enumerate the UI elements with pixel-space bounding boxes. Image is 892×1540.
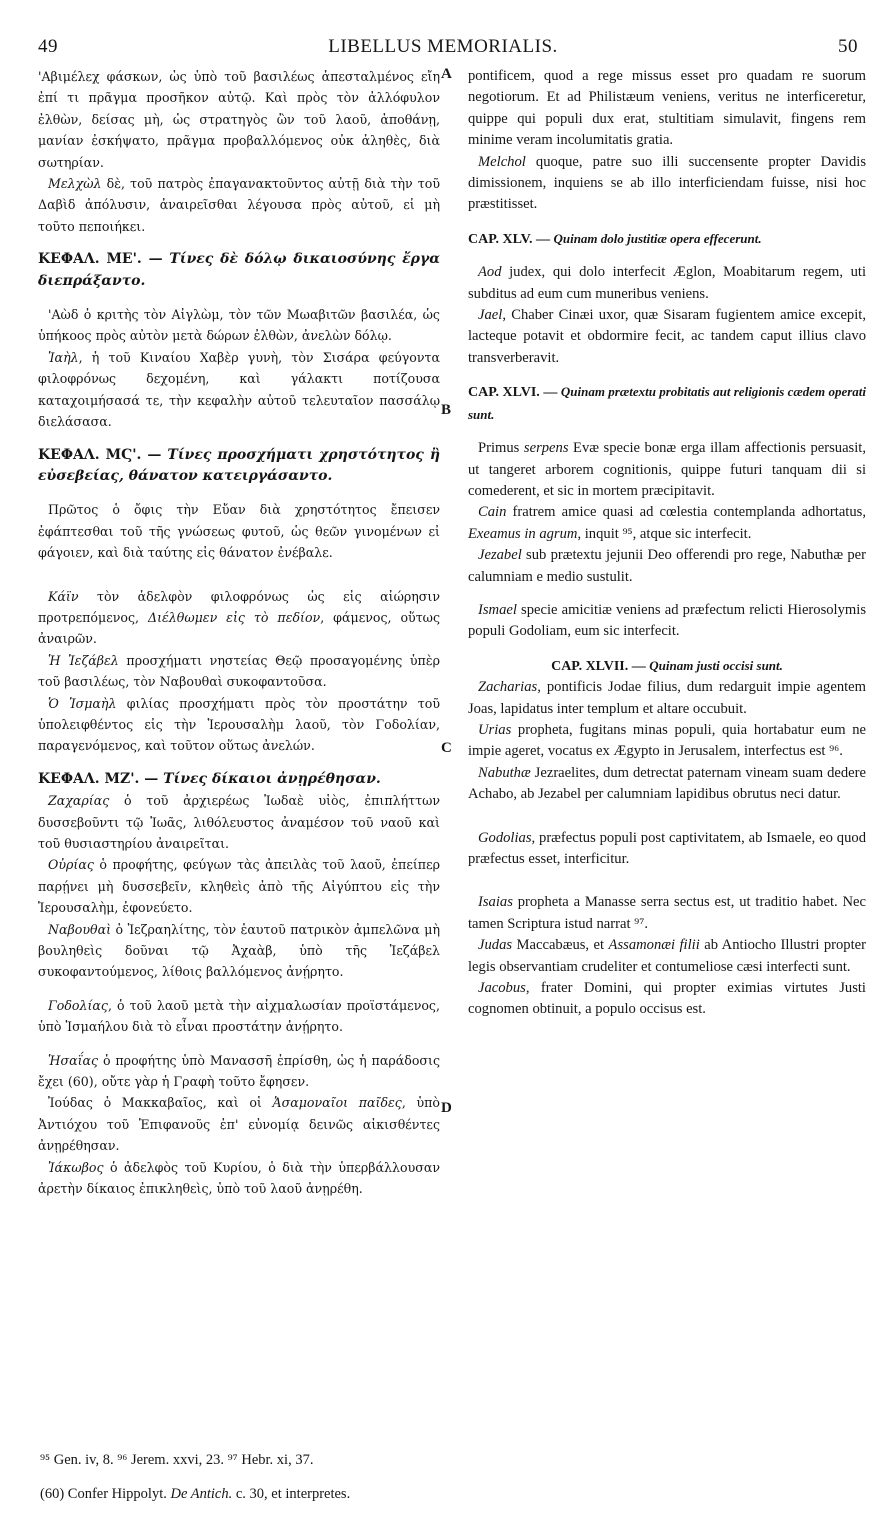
greek-paragraph: Οὐρίας ὁ προφήτης, φεύγων τὰς ἀπειλὰς τοῦ λαοῦ, ἐπείπερ παρῄνει μὴ δυσσεβεῖν, κληθεὶς ἀπὸ τῆς Αἰγύπτου εἰς τὴν Ἱερουσαλὴμ, ἐφονεύετο. xyxy=(38,857,440,916)
chapter-heading-47: ΚΕΦΑΛ. ΜΖ'. — Τίνες δίκαιοι ἀνῃρέθησαν. xyxy=(38,770,381,787)
latin-paragraph: pontificem, quod a rege missus esset pro quadam re suorum negotiorum. Et ad Philistæum veniens, veritus ne interficeretur, quippe qui populi dux erat, stultitiam simulavit, fingens rem minime veram incolumitatis gratia. xyxy=(468,68,866,149)
latin-paragraph: Urias propheta, fugitans minas populi, quia hortabatur eum ne impie ageret, vocatus ex Ægypto in Jerusalem, interfectus est ⁹⁶. xyxy=(468,721,866,760)
greek-paragraph: Γοδολίας, ὁ τοῦ λαοῦ μετὰ τὴν αἰχμαλωσίαν προϊστάμενος, ὑπὸ Ἰσμαήλου διὰ τὸ εἶναι προστάτην ἀνῄρητο. xyxy=(38,997,440,1035)
latin-paragraph: Jacobus, frater Domini, qui propter eximias virtutes Justi cognomen obtinuit, a populo occisus est. xyxy=(468,980,866,1018)
greek-paragraph: Ἡ Ἰεζάβελ προσχήματι νηστείας Θεῷ προσαγομένης ὑπὲρ τοῦ βασιλέως, τὸν Ναβουθαὶ συκοφαντοῦσα. xyxy=(38,652,440,690)
latin-paragraph: Godolias, præfectus populi post captivitatem, ab Ismaele, eo quod præfectus esset, interficitur. xyxy=(468,829,866,867)
latin-column xyxy=(468,66,866,1021)
greek-paragraph: Ζαχαρίας ὁ τοῦ ἀρχιερέως Ἰωδαὲ υἱὸς, ἐπιπλήττων δυσσεβοῦντι τῷ Ἰωᾶς, λιθόλευστος ἀναμέσον τοῦ ναοῦ καὶ τοῦ θυσιαστηρίου ἀναιρεῖται. xyxy=(38,793,440,851)
running-header xyxy=(28,36,858,64)
page-number-right: 50 xyxy=(838,36,858,57)
greek-paragraph: 'Αβιμέλεχ φάσκων, ὡς ὑπὸ τοῦ βασιλέως ἀπεσταλμένος εἴη ἐπί τι πρᾶγμα προσῆκον αὐτῷ. Καὶ πρὸς τὸν ἀλλόφυλον ἐλθὼν, δείσας μὴ, ὡς στρατηγὸς ὢν τοῦ λαοῦ, ἀποθάνῃ, μανίαν ἐσκήψατο, πρᾶγμα προβαλλόμενος οὐκ ἀληθὲς, διὰ σωτηρίαν. xyxy=(38,69,440,170)
latin-paragraph: Judas Maccabæus, et Assamonæi filii ab Antiocho Illustri propter legis observantiam crudeliter et contumeliose cæsi interfecti sunt. xyxy=(468,937,866,975)
greek-paragraph: Ναβουθαὶ ὁ Ἰεζραηλίτης, τὸν ἑαυτοῦ πατρικὸν ἀμπελῶνα μὴ βουληθεὶς δοῦναι τῷ Ἀχαὰβ, ὑπὸ τῆς Ἰεζάβελ συκοφαντούμενος, λίθοις βαλλόμενος ἀνῄρητο. xyxy=(38,921,440,980)
running-title: LIBELLUS MEMORIALIS. xyxy=(328,36,558,57)
latin-paragraph: Ismael specie amicitiæ veniens ad præfectum relicti Hierosolymis populi Godoliam, eum sic interfecit. xyxy=(468,601,866,640)
greek-paragraph: Ἰούδας ὁ Μακκαβαῖος, καὶ οἱ Ἀσαμοναῖοι παῖδες, ὑπὸ Ἀντιόχου τοῦ Ἐπιφανοῦς ἐπ' εὐνομίᾳ δεινῶς αἰκισθέντες ἀνῃρέθησαν. xyxy=(38,1095,440,1154)
latin-chapter-heading-47: CAP. XLVII. — Quinam justi occisi sunt. xyxy=(551,657,783,674)
latin-chapter-heading-46: CAP. XLVI. — Quinam prætextu probitatis aut religionis cædem operati sunt. xyxy=(468,384,867,422)
latin-paragraph: Primus serpens Evæ specie bonæ erga illam affectionis persuasit, ut tangeret arborem cognitionis, quippe futuri tanquam dii si comederent, et sic in mortem præcipitavit. xyxy=(468,440,866,499)
page-number-left: 49 xyxy=(38,36,58,57)
margin-letter-a: A xyxy=(441,66,452,82)
greek-paragraph: Πρῶτος ὁ ὄφις τὴν Εὔαν διὰ χρηστότητος ἔπεισεν ἐφάπτεσθαι τοῦ τῆς γνώσεως φυτοῦ, ὡς θεῶν γινομένων εἰ φάγοιεν, καὶ διὰ ταύτης εἰς θάνατον ἐνέβαλε. xyxy=(38,502,440,561)
greek-paragraph: Μελχὼλ δὲ, τοῦ πατρὸς ἐπαγανακτοῦντος αὐτῇ διὰ τὴν τοῦ Δαβὶδ ἀπόλυσιν, ἀναιρεῖσθαι λέγουσα πρὸς αὐτοῦ, εἰ μὴ τοῦτο πεποιήκει. xyxy=(38,176,440,234)
latin-paragraph: Melchol quoque, patre suo illi succensente propter Davidis dimissionem, inquiens se ab illo interficiendam fuisse, nisi hoc præstitisset. xyxy=(468,153,866,213)
greek-paragraph: Ὁ Ἰσμαὴλ φιλίας προσχήματι πρὸς τὸν προστάτην τοῦ ὑπολειφθέντος εἰς τὴν Ἱερουσαλὴμ λαοῦ, τὸν Γοδολίαν, παραγενόμενος, καὶ τοῦτον οὕτως ἀνελών. xyxy=(38,695,441,754)
greek-column xyxy=(38,66,440,1200)
scripture-footnotes: ⁹⁵ Gen. iv, 8. ⁹⁶ Jerem. xxvi, 23. ⁹⁷ Hebr. xi, 37. xyxy=(40,1452,314,1468)
margin-letter-c: C xyxy=(441,740,452,756)
greek-paragraph: 'Αὼδ ὁ κριτὴς τὸν Αἰγλὼμ, τὸν τῶν Μωαβιτῶν βασιλέα, ὡς ὑπήκοος πρὸς αὐτὸν μετὰ δώρων ἐλθὼν, ἀνελὼν δόλῳ. xyxy=(38,307,440,344)
greek-paragraph: Κάϊν τὸν ἀδελφὸν φιλοφρόνως ὡς εἰς αἰώρησιν προτρεπόμενος, Διέλθωμεν εἰς τὸ πεδίον, φάμενος, οὕτως ἀναιρῶν. xyxy=(38,588,441,647)
latin-paragraph: Jezabel sub prætextu jejunii Deo offerendi pro rege, Nabuthæ per calumniam e medio sustulit. xyxy=(468,547,866,585)
chapter-heading-46: ΚΕΦΑΛ. ΜϚ'. — Τίνες προσχήματι χρηστότητος ἢ εὐσεβείας, θάνατον κατειργάσαντο. xyxy=(38,446,440,484)
greek-paragraph: Ἰαὴλ, ἡ τοῦ Κιναίου Χαβὲρ γυνὴ, τὸν Σισάρα φεύγοντα φιλοφρόνως δεχομένη, καὶ γάλακτι ποτίζουσα καταχοιμήσασά τε, τὴν κεφαλὴν αὐτοῦ τελευταῖον πασσάλῳ διελάσασα. xyxy=(38,349,440,430)
latin-paragraph: Zacharias, pontificis Jodae filius, dum redarguit impie agentem Joas, lapidatus inter templum et altare occubuit. xyxy=(468,679,866,717)
margin-letter-d: D xyxy=(441,1100,452,1116)
latin-paragraph: Jael, Chaber Cinæi uxor, quæ Sisaram fugientem amice excepit, lacteque potavit et obdormire fecit, ac tandem caput illius clavo transverberavit. xyxy=(468,307,866,366)
latin-paragraph: Isaias propheta a Manasse serra sectus est, ut traditio habet. Nec tamen Scriptura istud narrat ⁹⁷. xyxy=(468,894,866,932)
margin-letter-b: B xyxy=(441,402,452,418)
latin-paragraph: Nabuthæ Jezraelites, dum detrectat paternam vineam suam dedere Achabo, ab Jezabel per calumniam lapidibus obrutus neci datur. xyxy=(468,764,866,803)
latin-paragraph: Aod judex, qui dolo interfecit Æglon, Moabitarum regem, uti subditus ad eum cum muneribus veniens. xyxy=(468,264,866,302)
greek-name: Μελχὼλ xyxy=(48,176,102,192)
greek-paragraph: Ἰάκωβος ὁ ἀδελφὸς τοῦ Κυρίου, ὁ διὰ τὴν ὑπερβάλλουσαν ἀρετὴν δίκαιος ἐπικληθεὶς, ὑπὸ τοῦ λαοῦ ἀνῃρέθη. xyxy=(38,1159,440,1197)
chapter-heading-45: ΚΕΦΑΛ. ΜΕ'. — Τίνες δὲ δόλῳ δικαιοσύνης ἔργα διεπράξαντο. xyxy=(38,251,441,289)
editorial-footnote: (60) Confer Hippolyt. De Antich. c. 30, et interpretes. xyxy=(40,1486,351,1502)
latin-paragraph: Cain fratrem amice quasi ad cœlestia contemplanda adhortatus, Exeamus in agrum, inquit ⁹⁵, atque sic interfecit. xyxy=(468,504,866,542)
latin-chapter-heading-45: CAP. XLV. — Quinam dolo justitiæ opera effecerunt. xyxy=(468,230,762,247)
greek-paragraph: Ἡσαΐας ὁ προφήτης ὑπὸ Μανασσῆ ἐπρίσθη, ὡς ἡ παράδοσις ἔχει (60), οὔτε γὰρ ἡ Γραφὴ τοῦτο ἔφησεν. xyxy=(38,1052,440,1090)
